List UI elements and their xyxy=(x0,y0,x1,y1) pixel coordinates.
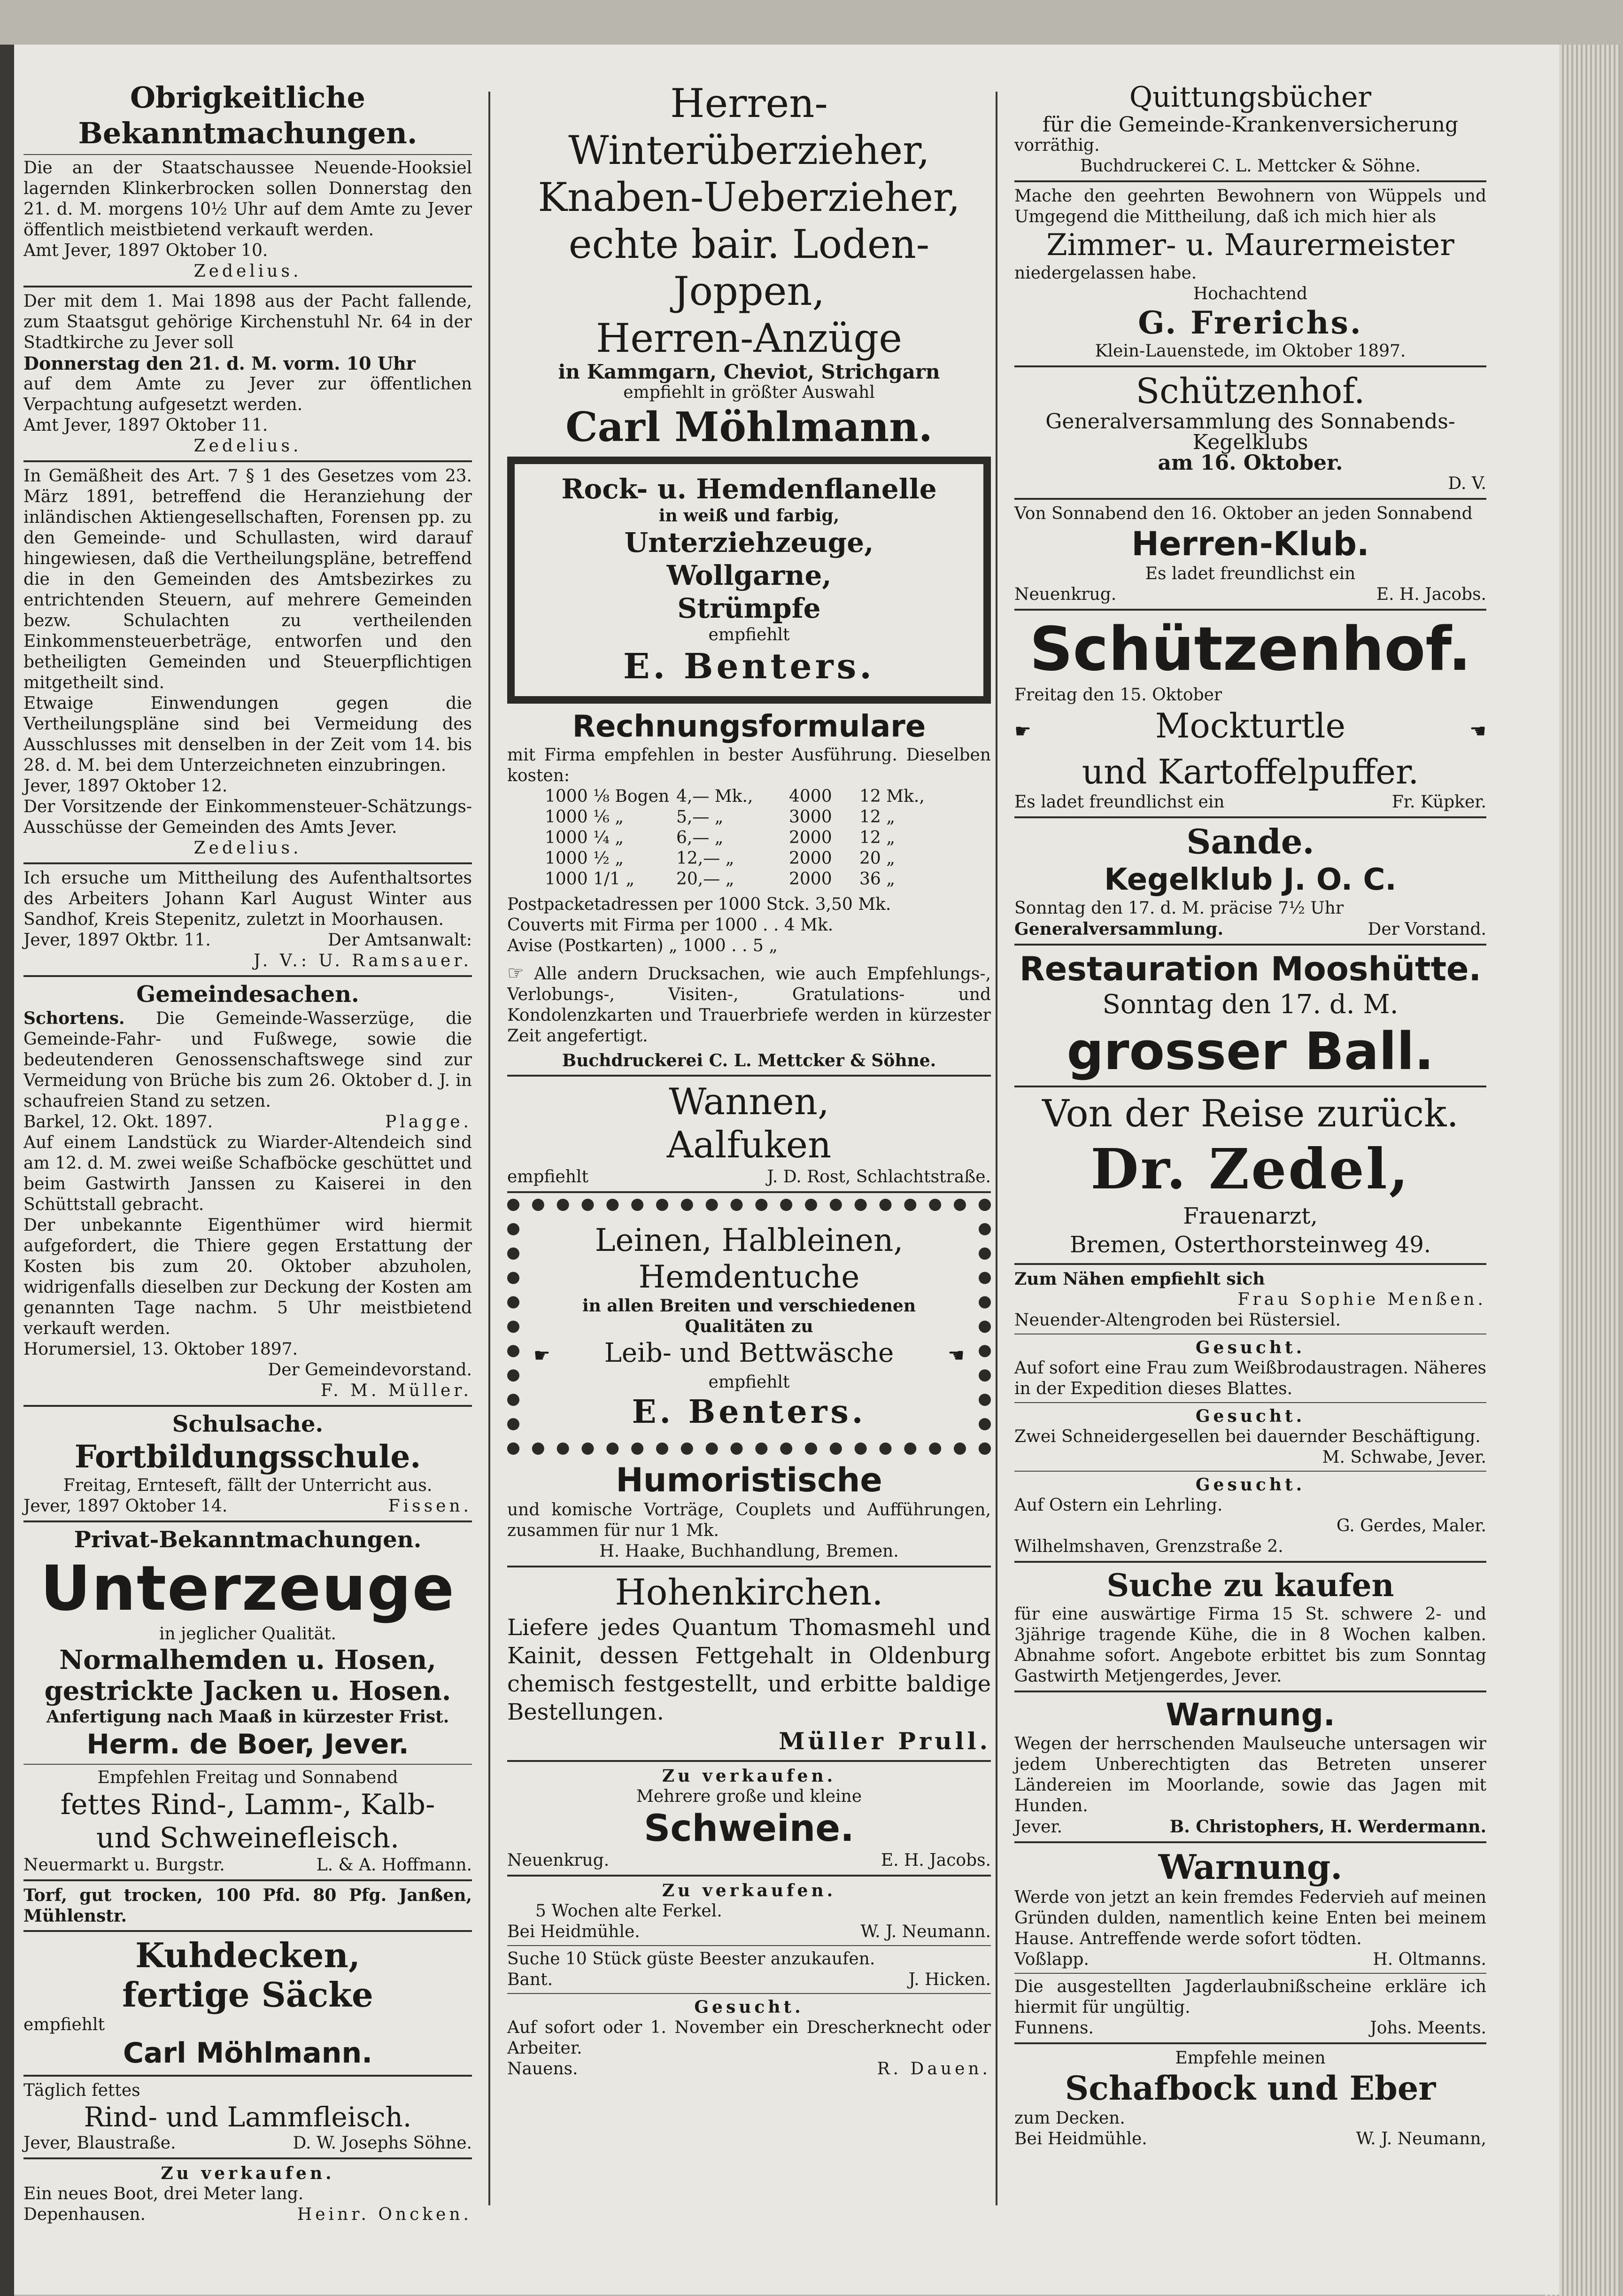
ad-signature: B. Christophers, H. Werdermann. xyxy=(1169,1817,1486,1837)
ad-footer xyxy=(507,1167,991,1187)
price-row xyxy=(545,848,991,869)
ad-place: Nauens. xyxy=(507,2059,578,2079)
column-left xyxy=(23,80,472,2225)
section-heading: Obrigkeitliche Bekanntmachungen. xyxy=(78,80,417,150)
ad-text: mit Firma empfehlen in bester Ausführung. Dieselben kosten: xyxy=(507,745,991,785)
divider xyxy=(507,1760,991,1762)
column-middle xyxy=(507,80,991,2079)
ad-title: Fortbildungsschule. xyxy=(74,1438,421,1475)
ad-signature: D. V. xyxy=(1448,474,1486,493)
ad-text: in allen Breiten und verschiedenen Qualitäten zu xyxy=(582,1296,916,1336)
ad-body: Alle andern Drucksachen, wie auch Empfehlungs-, Verlobungs-, Visiten-, Gratulations- und Kondolenzkarten und Trauerbriefe werden in kürzester Zeit angefertigt. xyxy=(507,964,991,1046)
notice-lead: Schortens. xyxy=(23,1008,125,1028)
ad-place: Wilhelmshaven, Grenzstraße 2. xyxy=(1014,1537,1283,1556)
book-spine xyxy=(0,45,14,2296)
divider xyxy=(23,286,472,287)
ad-title: Rechnungsformulare xyxy=(572,709,926,744)
ad-line: Herren-Anzüge xyxy=(595,315,903,361)
ad-place: Jever. xyxy=(1014,1817,1063,1837)
price-cell: 20 „ xyxy=(859,849,895,868)
ad-text: Torf, gut trocken, 100 Pfd. 80 Pfg. Janßen, Mühlenstr. xyxy=(23,1885,472,1926)
price-cell: 3000 xyxy=(789,807,832,827)
ad-firm: D. W. Josephs Söhne. xyxy=(293,2133,472,2153)
ad-line: Strümpfe xyxy=(677,592,821,624)
price-cell: 20,— „ xyxy=(676,869,734,889)
price-cell: 1000 ¼ „ xyxy=(545,828,624,847)
ad-line: echte bair. Loden-Joppen, xyxy=(568,221,930,314)
divider xyxy=(1014,365,1486,367)
price-row xyxy=(545,828,991,848)
ad-signature: R. Dauen. xyxy=(877,2059,991,2079)
ad-text: Hochachtend xyxy=(1193,284,1308,303)
divider xyxy=(1014,609,1486,611)
ad-footer xyxy=(23,2133,472,2154)
price-cell: 12,— „ xyxy=(676,849,734,868)
ad-line: Normalhemden u. Hosen, xyxy=(59,1644,436,1675)
price-cell: 2000 xyxy=(789,849,832,868)
divider xyxy=(507,1075,991,1077)
notice-footer xyxy=(23,930,472,951)
price-cell: 12 Mk., xyxy=(859,787,925,806)
ad-heading: Gesucht. xyxy=(1195,1338,1306,1357)
notice-signature: Zedelius. xyxy=(193,436,302,456)
ad-text: zum Decken. xyxy=(1014,2109,1125,2128)
ad-footer xyxy=(1014,2129,1486,2149)
ad-text: niedergelassen habe. xyxy=(1014,264,1197,283)
ad-footer xyxy=(23,2204,472,2225)
ad-signature: Müller Prull. xyxy=(779,1727,991,1755)
price-row xyxy=(545,869,991,890)
divider xyxy=(507,1945,991,1946)
ad-line: fettes Rind-, Lamm-, Kalb- xyxy=(60,1788,435,1821)
ad-title: Restauration Mooshütte. xyxy=(1019,950,1482,988)
ad-text: in weiß und farbig, xyxy=(658,506,840,526)
ad-place: Neuenkrug. xyxy=(507,1851,610,1870)
ad-text: Postpacketadressen per 1000 Stck. 3,50 Mk. xyxy=(507,895,891,914)
ad-line: Rock- u. Hemdenflanelle xyxy=(561,473,937,505)
ad-text: Mehrere große und kleine xyxy=(636,1787,862,1806)
ad-title: Zimmer- u. Maurermeister xyxy=(1046,228,1454,263)
ad-title: Quittungsbücher xyxy=(1129,81,1372,114)
pointing-hand-left-icon: ☚ xyxy=(948,1345,965,1366)
ad-title: grosser Ball. xyxy=(1067,1021,1434,1081)
ad-text: Auf sofort eine Frau zum Weißbrodaustragen. Näheres in der Expedition dieses Blattes. xyxy=(1014,1358,1486,1398)
notice-signature: Zedelius. xyxy=(193,262,302,281)
price-cell: 1000 ½ „ xyxy=(545,849,624,868)
ad-place: Neuender-Altengroden bei Rüstersiel. xyxy=(1014,1311,1341,1330)
ad-text: Generalversammlung des Sonnabends-Kegelklubs xyxy=(1045,410,1455,454)
ad-place: Voßlapp. xyxy=(1014,1950,1089,1969)
ad-title: Warnung. xyxy=(1158,1847,1343,1887)
ad-firm: E. Benters. xyxy=(623,646,875,687)
price-row xyxy=(545,786,991,807)
divider xyxy=(23,2157,472,2159)
ad-place: Jever, Blaustraße. xyxy=(23,2133,176,2153)
ad-line-row xyxy=(1014,706,1486,752)
ad-place: Bei Heidmühle. xyxy=(507,1922,640,1941)
ad-line: und Kartoffelpuffer. xyxy=(1082,752,1419,791)
notice-text: In Gemäßheit des Art. 7 § 1 des Gesetzes vom 23. März 1891, betreffend die Heranziehung der inländischen Aktiengesellschaften, Forensen pp. zu den Gemeinde- und Schullasten, wird darauf hingewiesen, daß die Vertheilungspläne, betreffend die in den Gemeinden des Amtsbezirkes zu entrichtenden Steuern, auf mehrere Gemeinden bezw. Schulachten zu vertheilenden Einkommensteuerbeträge, entworfen und den betheiligten Gemeinden und Steuerpflichtigen mitgetheilt sind. xyxy=(23,466,472,692)
divider xyxy=(1014,1973,1486,1974)
price-cell: 12 „ xyxy=(859,828,895,847)
ad-firm: Carl Möhlmann. xyxy=(123,2037,372,2070)
notice-text xyxy=(23,1008,472,1112)
ad-text: empfiehlt xyxy=(507,1167,588,1187)
divider xyxy=(1014,1471,1486,1472)
ad-text: Zum Nähen empfiehlt sich xyxy=(1014,1269,1265,1289)
price-cell: 1000 ⅙ „ xyxy=(545,807,624,827)
ad-line: gestrickte Jacken u. Hosen. xyxy=(44,1675,451,1706)
ad-text: für eine auswärtige Firma 15 St. schwere 2- und 3jährige tragende Kühe, die in 8 Wochen kalben. Abnahme sofort. Angebote erbittet bis zum Sonntag Gastwirth Metjengerdes, Jever. xyxy=(1014,1605,1486,1686)
ad-text: vorräthig. xyxy=(1014,136,1100,155)
divider xyxy=(23,460,472,462)
ad-line-row xyxy=(533,1337,965,1372)
price-cell: 1000 ⅛ Bogen xyxy=(545,787,670,806)
notice-text: Ich ersuche um Mittheilung des Aufenthaltsortes des Arbeiters Johann Karl August Winter aus Sandhof, Kreis Stepenitz, zuletzt in Moorhausen. xyxy=(23,869,472,929)
notice-signature: J. V.: U. Ramsauer. xyxy=(254,951,472,970)
notice-place: Jever, 1897 Oktober 12. xyxy=(23,776,228,796)
ad-signature: Fr. Küpker. xyxy=(1391,792,1486,812)
ad-text: Auf Ostern ein Lehrling. xyxy=(1014,1496,1223,1515)
ad-text xyxy=(507,963,991,1047)
ad-footer xyxy=(507,1970,991,1990)
ad-title: Schafbock und Eber xyxy=(1065,2069,1436,2108)
ad-footer xyxy=(1014,1816,1486,1838)
ad-title: Humoristische xyxy=(616,1461,882,1499)
divider xyxy=(1014,1691,1486,1692)
notice-authority: Der Vorsitzende der Einkommensteuer-Schätzungs-Ausschüsse der Gemeinden des Amts Jever. xyxy=(23,797,472,837)
ad-firm: E. Benters. xyxy=(632,1393,866,1431)
ad-text: Mache den geehrten Bewohnern von Wüppels und Umgegend die Mittheilung, daß ich mich hier als xyxy=(1014,186,1486,226)
notice-text: Der unbekannte Eigenthümer wird hiermit aufgefordert, die Thiere gegen Erstattung der Kosten bis zum 20. Oktober abzuholen, widrigenfalls dieselben zur Deckung der Kosten am genannten Tage nachm. 5 Uhr meistbietend verkauft werden. xyxy=(23,1216,472,1338)
ad-text: Bremen, Osterthorsteinweg 49. xyxy=(1069,1232,1431,1258)
ad-text: Empfehlen Freitag und Sonnabend xyxy=(97,1768,398,1787)
ad-text: Generalversammlung. xyxy=(1014,919,1223,939)
ad-text: Wegen der herrschenden Maulseuche untersagen wir jedem Unberechtigten das Betreten unserer Ländereien im Moorlande, sowie das Jagen mit Hunden. xyxy=(1014,1734,1486,1815)
notice-place: Amt Jever, 1897 Oktober 10. xyxy=(23,241,268,260)
divider xyxy=(23,1764,472,1765)
ad-line: und Schweinefleisch. xyxy=(96,1822,400,1854)
ad-line: Hemdentuche xyxy=(638,1259,860,1295)
ad-text: Werde von jetzt an kein fremdes Federvieh auf meinen Gründen dulden, namentlich keine Enten bei meinem Hause. Antreffende werde sofort tödten. xyxy=(1014,1888,1486,1948)
price-row xyxy=(545,807,991,828)
ad-signature: E. H. Jacobs. xyxy=(881,1851,991,1870)
pointing-hand-icon: ☛ xyxy=(533,1345,550,1366)
ad-footer xyxy=(507,1850,991,1871)
ad-footer xyxy=(1014,1949,1486,1970)
notice-place: Jever, 1897 Oktbr. 11. xyxy=(23,931,211,950)
pointing-hand-left-icon: ☚ xyxy=(1469,721,1486,742)
ad-signature: W. J. Neumann. xyxy=(860,1922,991,1941)
ad-signature: H. Oltmanns. xyxy=(1373,1950,1486,1969)
ad-footer xyxy=(507,1922,991,1942)
ad-text: in Kammgarn, Cheviot, Strichgarn xyxy=(558,360,940,383)
section-heading: Schulsache. xyxy=(172,1411,324,1437)
ad-text: Liefere jedes Quantum Thomasmehl und Kainit, dessen Fettgehalt in Oldenburg chemisch festgestellt, und erbitte baldige Bestellungen. xyxy=(507,1614,991,1725)
notice-place: Jever, 1897 Oktober 14. xyxy=(23,1497,228,1516)
ad-footer xyxy=(1014,792,1486,813)
ad-heading: Gesucht. xyxy=(1195,1406,1306,1426)
framed-ad xyxy=(507,457,991,704)
notice-signature: Plagge. xyxy=(385,1112,472,1132)
ad-title: Suche zu kaufen xyxy=(1106,1567,1394,1604)
ad-line: Aalfuken xyxy=(666,1124,832,1166)
ad-line: Wollgarne, xyxy=(666,559,832,591)
ad-title: Unterzeuge xyxy=(40,1552,456,1625)
notice-authority: Der Gemeindevorstand. xyxy=(268,1360,472,1380)
ad-title: Dr. Zedel, xyxy=(1090,1136,1410,1202)
section-heading: Gemeindesachen. xyxy=(136,981,359,1008)
ad-footer xyxy=(507,2059,991,2079)
ad-firm: Herm. de Boer, Jever. xyxy=(86,1728,409,1760)
notice-signature: F. M. Müller. xyxy=(320,1381,472,1400)
price-cell: 36 „ xyxy=(859,869,895,889)
divider xyxy=(23,1930,472,1932)
notice-text: auf dem Amte zu Jever zur öffentlichen Verpachtung aufgesetzt werden. xyxy=(23,374,472,414)
ad-subtitle: Kegelklub J. O. C. xyxy=(1104,862,1397,897)
ad-text: Von Sonnabend den 16. Oktober an jeden Sonnabend xyxy=(1014,504,1473,523)
notice-text: Freitag, Ernteseft, fällt der Unterricht aus. xyxy=(63,1476,433,1495)
notice-text: Die an der Staatschaussee Neuende-Hooksiel lagernden Klinkerbrocken sollen Donnerstag den 21. d. M. morgens 10½ Uhr auf dem Amte zu Jever öffentlich meistbietend verkauft werden. xyxy=(23,158,472,240)
ad-signature: Heinr. Oncken. xyxy=(297,2205,472,2224)
price-cell: 1000 1/1 „ xyxy=(545,869,635,889)
ad-text: Suche 10 Stück güste Beester anzukaufen. xyxy=(507,1949,875,1969)
ad-firm: G. Frerichs. xyxy=(1138,304,1363,341)
divider xyxy=(23,975,472,977)
ad-signature: G. Gerdes, Maler. xyxy=(1336,1516,1486,1536)
section-heading: Privat-Bekanntmachungen. xyxy=(74,1527,422,1553)
price-cell: 4,— Mk., xyxy=(676,787,753,806)
ad-signature: Frau Sophie Menßen. xyxy=(1237,1290,1486,1309)
pointing-hand-icon: ☛ xyxy=(1014,721,1031,742)
ad-firm: Carl Möhlmann. xyxy=(565,403,933,451)
divider xyxy=(1014,1263,1486,1265)
ad-line: Wannen, xyxy=(669,1081,829,1123)
notice-body: Die Gemeinde-Wasserzüge, die Gemeinde-Fahr- und Fußwege, sowie die bedeutenderen Genossenschaftswege sind zur Vermeidung von Brüche bis zum 26. Oktober d. J. in schaufreien Stand zu setzen. xyxy=(23,1009,472,1111)
ad-firm: Buchdruckerei C. L. Mettcker & Söhne. xyxy=(1080,156,1421,176)
ad-text: empfiehlt in größter Auswahl xyxy=(623,383,875,402)
ad-text: Anfertigung nach Maaß in kürzester Frist. xyxy=(46,1707,449,1727)
price-cell: 4000 xyxy=(789,787,832,806)
ad-signature: M. Schwabe, Jever. xyxy=(1322,1448,1486,1467)
framed-ad xyxy=(507,1199,991,1455)
ad-text: Zwei Schneidergesellen bei dauernder Beschäftigung. xyxy=(1014,1427,1481,1446)
column-rule xyxy=(996,92,997,2205)
divider xyxy=(1014,1086,1486,1087)
ad-line: Leib- und Bettwäsche xyxy=(604,1338,894,1368)
price-cell: 12 „ xyxy=(859,807,895,827)
ad-line: Mockturtle xyxy=(1155,706,1346,745)
ad-title: Sande. xyxy=(1186,822,1314,861)
ad-signature: Johs. Meents. xyxy=(1370,2018,1486,2038)
ad-line: Kuhdecken, xyxy=(135,1935,360,1975)
ad-place: Neuermarkt u. Burgstr. xyxy=(23,1855,225,1875)
divider xyxy=(1014,180,1486,182)
divider xyxy=(23,1520,472,1522)
ad-place: Funnens. xyxy=(1014,2018,1094,2038)
divider xyxy=(1014,816,1486,818)
notice-text: Auf einem Landstück zu Wiarder-Altendeich sind am 12. d. M. zwei weiße Schafböcke geschüttet und beim Gastwirth Janssen zu Kaiserei in den Schüttstall gebracht. xyxy=(23,1133,472,1214)
ad-text: Es ladet freundlichst ein xyxy=(1145,564,1356,583)
ad-title: Herren-Klub. xyxy=(1131,525,1369,563)
ad-text: Die ausgestellten Jagderlaubnißscheine erkläre ich hiermit für ungültig. xyxy=(1014,1977,1486,2017)
column-right xyxy=(1014,80,1486,2149)
divider xyxy=(1014,1841,1486,1843)
ad-heading: Zu verkaufen. xyxy=(161,2164,335,2183)
ad-line: Herren-Winterüberzieher, xyxy=(568,80,930,173)
divider xyxy=(1014,944,1486,946)
ad-text: 5 Wochen alte Ferkel. xyxy=(535,1901,722,1921)
ad-heading: Zu verkaufen. xyxy=(662,1766,836,1786)
divider xyxy=(23,2075,472,2077)
ad-signature: J. Hicken. xyxy=(908,1970,991,1989)
ad-firm: H. Haake, Buchhandlung, Bremen. xyxy=(599,1542,899,1561)
ad-text: in jeglicher Qualität. xyxy=(159,1624,336,1644)
ad-text: für die Gemeinde-Krankenversicherung xyxy=(1042,113,1459,137)
ad-text: Freitag den 15. Oktober xyxy=(1014,685,1222,705)
ad-heading: Gesucht. xyxy=(694,1997,804,2017)
notice-place: Barkel, 12. Okt. 1897. xyxy=(23,1112,213,1132)
divider xyxy=(1014,2042,1486,2044)
ad-place: Depenhausen. xyxy=(23,2205,146,2224)
ad-line: Unterziehzeuge, xyxy=(624,527,874,558)
ad-firm: Buchdruckerei C. L. Mettcker & Söhne. xyxy=(562,1051,936,1070)
ad-text: Täglich fettes xyxy=(23,2081,140,2100)
ad-line: Rind- und Lammfleisch. xyxy=(84,2101,412,2133)
divider xyxy=(23,862,472,864)
ad-footer xyxy=(1014,584,1486,605)
notice-text: Der mit dem 1. Mai 1898 aus der Pacht fallende, zum Staatsgut gehörige Kirchenstuhl Nr. 64 in der Stadtkirche zu Jever soll xyxy=(23,292,472,352)
price-cell: 6,— „ xyxy=(676,828,724,847)
ad-text: am 16. Oktober. xyxy=(1158,451,1343,475)
ad-heading: Gesucht. xyxy=(1195,1475,1306,1495)
ad-title: Hohenkirchen. xyxy=(615,1571,883,1613)
column-rule xyxy=(488,92,490,2205)
ad-place: Klein-Lauenstede, im Oktober 1897. xyxy=(1095,341,1406,361)
divider xyxy=(507,1993,991,1994)
price-cell: 2000 xyxy=(789,828,832,847)
ad-text: Couverts mit Firma per 1000 . . 4 Mk. xyxy=(507,915,834,935)
divider xyxy=(507,1875,991,1877)
ad-line: Knaben-Ueberzieher, xyxy=(538,174,960,220)
ad-signature: Der Vorstand. xyxy=(1368,920,1486,939)
price-table xyxy=(507,786,991,890)
divider xyxy=(23,154,472,155)
ad-text: empfiehlt xyxy=(708,625,790,644)
ad-line: Von der Reise zurück. xyxy=(1042,1092,1459,1135)
ad-signature: W. J. Neumann, xyxy=(1356,2129,1486,2149)
ad-text: Auf sofort oder 1. November ein Drescherknecht oder Arbeiter. xyxy=(507,2018,991,2058)
ad-place: Bei Heidmühle. xyxy=(1014,2129,1147,2149)
notice-footer xyxy=(23,1496,472,1517)
ad-text: empfiehlt xyxy=(708,1373,790,1392)
ad-firm: J. D. Rost, Schlachtstraße. xyxy=(767,1167,991,1187)
divider xyxy=(507,1191,991,1193)
price-cell: 5,— „ xyxy=(676,807,724,827)
ad-text: empfiehlt xyxy=(23,2015,105,2034)
notice-signature: Zedelius. xyxy=(193,838,302,858)
ad-heading: Zu verkaufen. xyxy=(662,1881,836,1900)
notice-footer xyxy=(23,1112,472,1132)
ad-text: Avise (Postkarten) „ 1000 . . 5 „ xyxy=(507,936,778,955)
ad-place: Neuenkrug. xyxy=(1014,585,1117,604)
ad-text: Sonntag den 17. d. M. xyxy=(1102,989,1399,1020)
divider xyxy=(507,1566,991,1567)
pointing-hand-icon: ☞ xyxy=(507,962,524,984)
ad-text: Es ladet freundlichst ein xyxy=(1014,792,1225,812)
ad-title: Schützenhof. xyxy=(1136,371,1365,411)
notice-text: Etwaige Einwendungen gegen die Vertheilungspläne sind bei Vermeidung des Ausschlusses mit denselben in der Zeit vom 14. bis 28. d. M. bei dem Unterzeichneten einzubringen. xyxy=(23,694,472,775)
ad-place: Bant. xyxy=(507,1970,553,1989)
notice-date: Donnerstag den 21. d. M. vorm. 10 Uhr xyxy=(23,353,416,374)
ad-text: und komische Vorträge, Couplets und Aufführungen, zusammen für nur 1 Mk. xyxy=(507,1500,991,1540)
ad-footer xyxy=(1014,2018,1486,2039)
divider xyxy=(1014,498,1486,500)
ad-text: Sonntag den 17. d. M. präcise 7½ Uhr xyxy=(1014,899,1344,918)
notice-place: Horumersiel, 13. Oktober 1897. xyxy=(23,1340,298,1359)
ad-title: Schweine. xyxy=(644,1807,854,1850)
ad-text: Ein neues Boot, drei Meter lang. xyxy=(23,2184,304,2203)
notice-authority: Der Amtsanwalt: xyxy=(328,931,472,950)
ad-footer xyxy=(1014,919,1486,940)
notice-signature: Fissen. xyxy=(388,1497,472,1516)
ad-title: Schützenhof. xyxy=(1029,614,1471,684)
ad-title: Warnung. xyxy=(1166,1697,1335,1733)
ad-line: fertige Säcke xyxy=(122,1975,373,2015)
ad-footer xyxy=(23,1855,472,1876)
divider xyxy=(1014,1561,1486,1563)
divider xyxy=(23,1879,472,1881)
ad-firm: L. & A. Hoffmann. xyxy=(316,1855,472,1875)
ad-text: Empfehle meinen xyxy=(1175,2048,1326,2068)
ad-line: Leinen, Halbleinen, xyxy=(595,1222,904,1258)
ad-text: Frauenarzt, xyxy=(1183,1203,1318,1229)
price-cell: 2000 xyxy=(789,869,832,889)
ad-signature: E. H. Jacobs. xyxy=(1376,585,1486,604)
divider xyxy=(1014,1402,1486,1403)
notice-place: Amt Jever, 1897 Oktober 11. xyxy=(23,416,268,435)
newspaper-page xyxy=(14,45,1559,2295)
divider xyxy=(23,1405,472,1407)
